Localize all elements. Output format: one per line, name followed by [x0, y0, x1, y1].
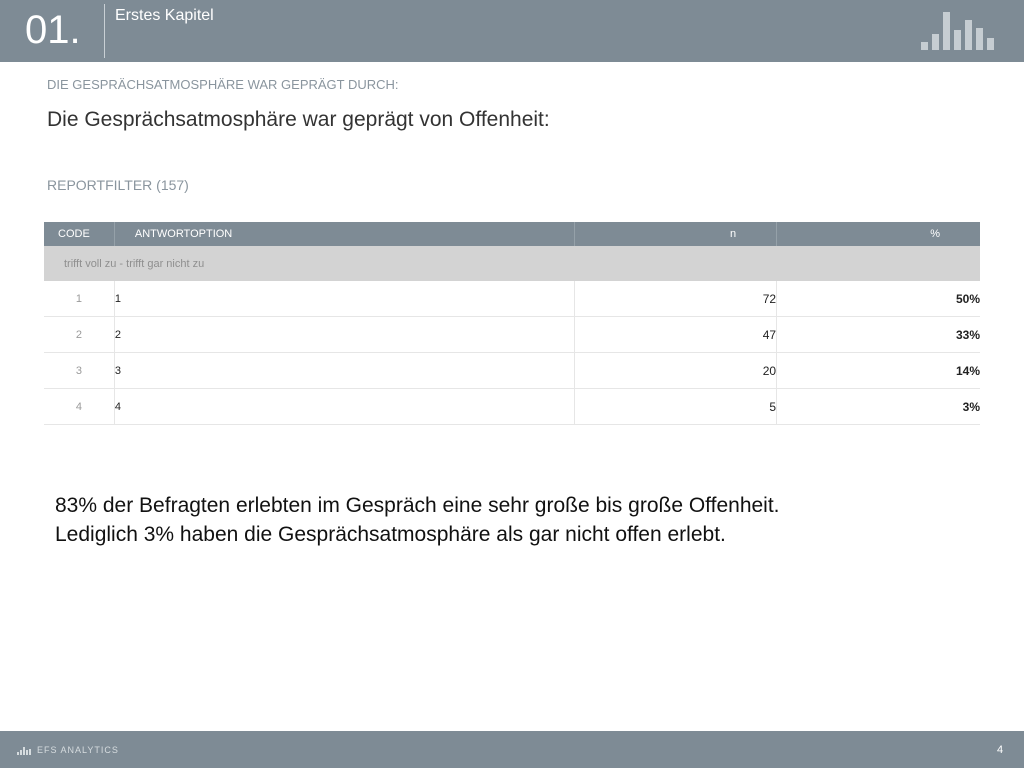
table-row: [44, 353, 980, 389]
footer-bar: [0, 731, 1024, 768]
scale-label-row: [44, 246, 980, 281]
row-code: 2: [44, 317, 114, 353]
section-eyebrow: DIE GESPRÄCHSATMOSPHÄRE WAR GEPRÄGT DURCH:: [47, 77, 399, 92]
brand-name: EFS ANALYTICS: [37, 745, 119, 755]
table-row: [44, 389, 980, 425]
row-option: 2: [114, 317, 574, 353]
row-code: 4: [44, 389, 114, 425]
table-row: [44, 317, 980, 353]
chapter-number: 01.: [25, 8, 81, 52]
bar-chart-logo-icon: [921, 10, 997, 50]
header-bar: [0, 0, 1024, 62]
row-code: 3: [44, 353, 114, 389]
row-option: 3: [114, 353, 574, 389]
column-header-n: n: [574, 222, 776, 246]
header-divider: [104, 4, 105, 58]
row-option: 4: [114, 389, 574, 425]
row-count: 72: [574, 281, 776, 317]
row-percent: 3%: [777, 389, 980, 425]
row-percent: 14%: [777, 353, 980, 389]
summary-line-1: 83% der Befragten erlebten im Gespräch eine sehr große bis große Offenheit.: [55, 494, 780, 517]
column-header-code: CODE: [44, 222, 114, 246]
summary-line-2: Lediglich 3% haben die Gesprächsatmosphäre als gar nicht offen erlebt.: [55, 523, 726, 546]
table-header-row: [44, 222, 980, 246]
column-header-option: ANTWORTOPTION: [114, 222, 574, 246]
row-option: 1: [114, 281, 574, 317]
row-percent: 50%: [777, 281, 980, 317]
scale-label: trifft voll zu - trifft gar nicht zu: [44, 246, 980, 281]
page-number: 4: [997, 744, 1004, 756]
table-row: [44, 281, 980, 317]
row-count: 20: [574, 353, 776, 389]
brand-bars-icon: [17, 745, 32, 755]
footer-brand: [17, 745, 119, 755]
summary-text: [55, 491, 780, 549]
row-code: 1: [44, 281, 114, 317]
report-filter-label: REPORTFILTER (157): [47, 177, 189, 193]
column-header-percent: %: [777, 222, 980, 246]
chapter-title: Erstes Kapitel: [115, 7, 214, 24]
question-title: Die Gesprächsatmosphäre war geprägt von Offenheit:: [47, 108, 550, 131]
row-percent: 33%: [777, 317, 980, 353]
row-count: 5: [574, 389, 776, 425]
results-table: [44, 222, 980, 425]
row-count: 47: [574, 317, 776, 353]
